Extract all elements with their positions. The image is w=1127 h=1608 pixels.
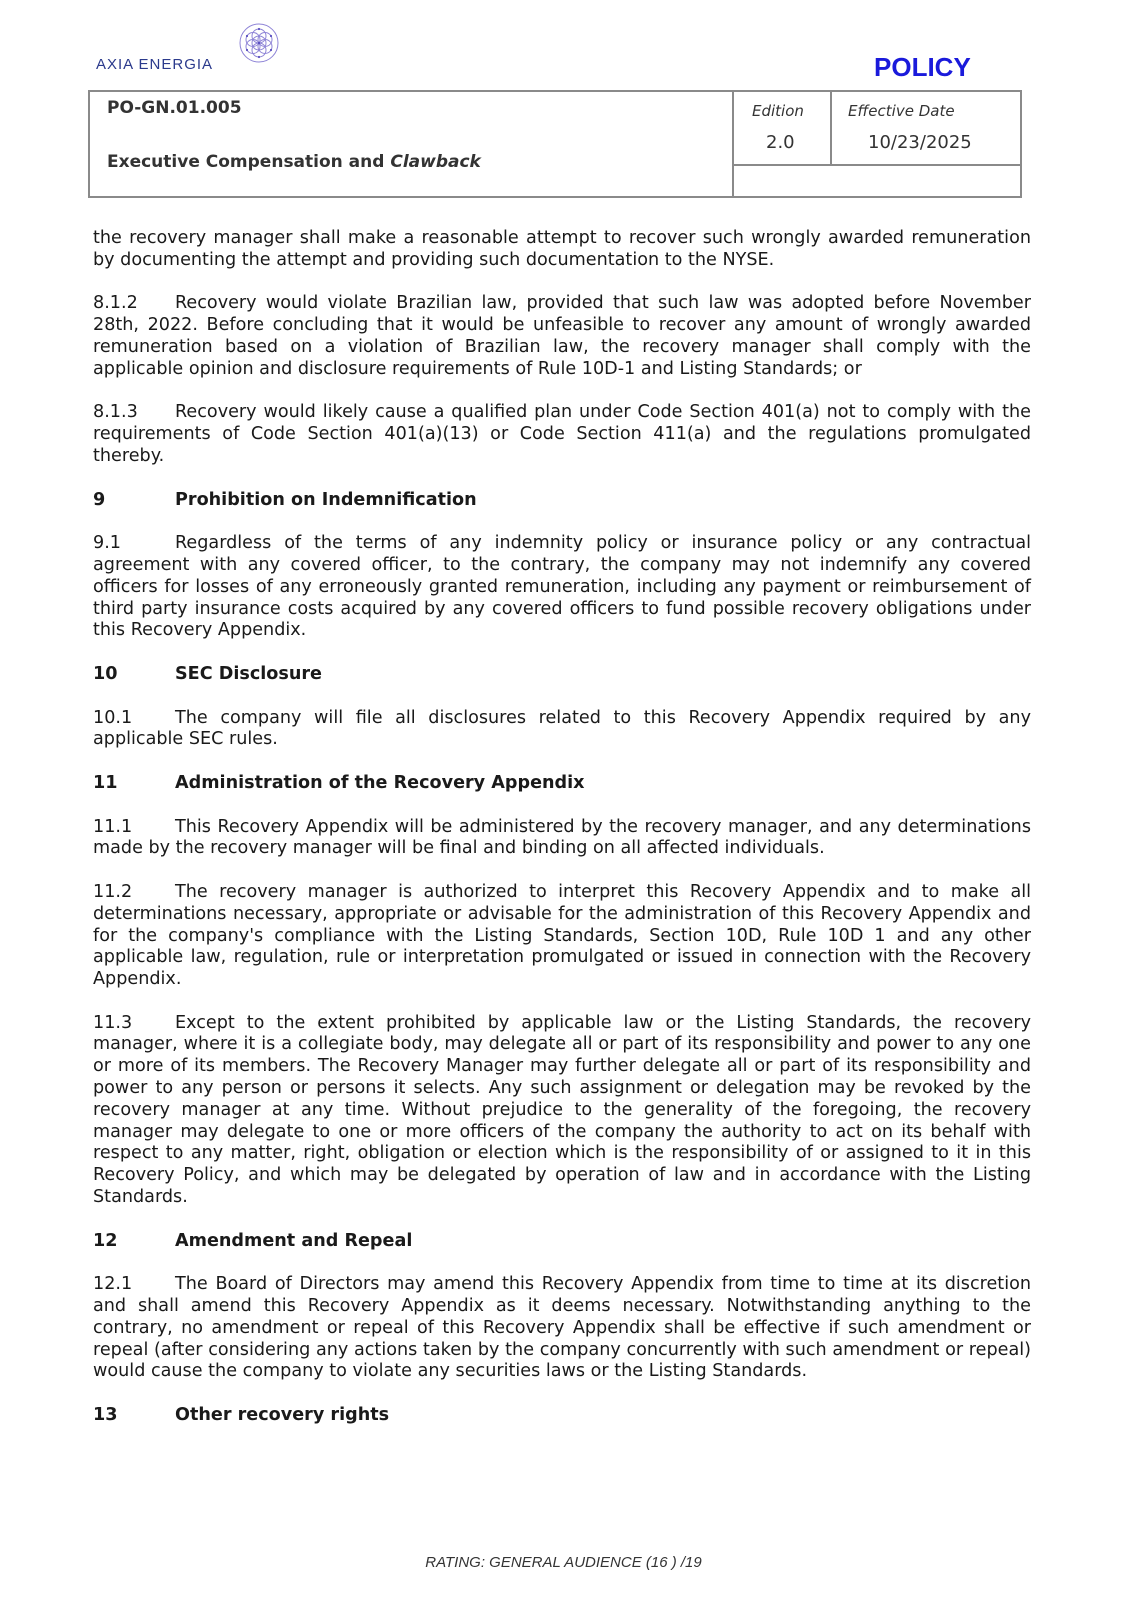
paragraph-11-1 bbox=[93, 817, 1031, 861]
section-heading-11 bbox=[93, 773, 1031, 795]
document-body bbox=[93, 228, 1031, 1449]
paragraph-text: Except to the extent prohibited by applicable law or the Listing Standards, the recovery manager, where it is a collegiate body, may delegate all or part of its responsibility and power to any one or more of its members. The Recovery Manager may further delegate all or part of its responsibility and power to any person or persons it selects. Any such assignment or delegation may be revoked by the recovery manager at any time. Without prejudice to the generality of the foregoing, the recovery manager may delegate to one or more officers of the company the authority to act on its behalf with respect to any matter, right, obligation or election which is the responsibility of or assigned to it in this Recovery Policy, and which may be delegated by operation of law and in accordance with the Listing Standards. bbox=[93, 1012, 1031, 1208]
document-type: POLICY bbox=[874, 52, 971, 82]
header-title-cell bbox=[90, 92, 734, 196]
paragraph-text: The Board of Directors may amend this Recovery Appendix from time to time at its discretion and shall amend this Recovery Appendix as it deems necessary. Notwithstanding anything to the contrary, no amendment or repeal of this Recovery Appendix shall be effective if such amendment or repeal (after considering any actions taken by the company concurrently with such amendment or repeal) would cause the company to violate any securities laws or the Listing Standards. bbox=[93, 1274, 1031, 1382]
section-number: 13 bbox=[93, 1405, 118, 1426]
paragraph-number: 8.1.3 bbox=[93, 402, 138, 423]
edition-value: 2.0 bbox=[766, 132, 795, 153]
paragraph-9-1 bbox=[93, 533, 1031, 642]
paragraph-text: The company will file all disclosures related to this Recovery Appendix required by any applicable SEC rules. bbox=[93, 707, 1031, 750]
section-heading-12 bbox=[93, 1231, 1031, 1253]
edition-label: Edition bbox=[752, 102, 804, 120]
paragraph-text: The recovery manager is authorized to interpret this Recovery Appendix and to make all determinations necessary, appropriate or advisable for the administration of this Recovery Appendix and for the company's compliance with the Listing Standards, Section 10D, Rule 10D 1 and any other applicable law, regulation, rule or interpretation promulgated or issued in connection with the Recovery Appendix. bbox=[93, 881, 1031, 990]
paragraph-number: 9.1 bbox=[93, 533, 121, 554]
section-number: 9 bbox=[93, 489, 106, 510]
paragraph-11-3 bbox=[93, 1013, 1031, 1209]
document-title-emphasis: Clawback bbox=[390, 152, 481, 172]
document-title bbox=[107, 152, 481, 172]
paragraph-number: 12.1 bbox=[93, 1274, 133, 1295]
effective-date-cell bbox=[832, 92, 1020, 166]
section-title: SEC Disclosure bbox=[175, 663, 322, 684]
edition-cell bbox=[734, 92, 832, 166]
section-title: Amendment and Repeal bbox=[175, 1230, 413, 1251]
paragraph-12-1 bbox=[93, 1274, 1031, 1383]
effective-date-value: 10/23/2025 bbox=[868, 132, 972, 153]
flower-of-life-icon bbox=[238, 22, 280, 64]
document-code: PO-GN.01.005 bbox=[107, 98, 242, 118]
paragraph-number: 8.1.2 bbox=[93, 293, 138, 314]
paragraph-number: 11.1 bbox=[93, 816, 133, 837]
section-heading-9 bbox=[93, 490, 1031, 512]
section-number: 10 bbox=[93, 663, 118, 684]
section-number: 11 bbox=[93, 772, 118, 793]
paragraph-text: This Recovery Appendix will be administered by the recovery manager, and any determinations made by the recovery manager will be final and binding on all affected individuals. bbox=[93, 816, 1031, 859]
paragraph-number: 11.2 bbox=[93, 881, 133, 902]
paragraph-8-1-3 bbox=[93, 402, 1031, 467]
paragraph-text: Regardless of the terms of any indemnity policy or insurance policy or any contractual agreement with any covered officer, to the contrary, the company may not indemnify any covered officers for losses of any erroneously granted remuneration, including any payment or reimbursement of third party insurance costs acquired by any covered officers to fund possible recovery obligations under this Recovery Appendix. bbox=[93, 533, 1031, 641]
paragraph-text: Recovery would likely cause a qualified plan under Code Section 401(a) not to comply with the requirements of Code Section 401(a)(13) or Code Section 411(a) and the regulations promulgated thereby. bbox=[93, 402, 1031, 466]
section-number: 12 bbox=[93, 1230, 118, 1251]
paragraph-8-1-2 bbox=[93, 293, 1031, 380]
paragraph-11-2 bbox=[93, 882, 1031, 991]
section-title: Prohibition on Indemnification bbox=[175, 489, 477, 510]
paragraph-number: 10.1 bbox=[93, 707, 133, 728]
section-title: Other recovery rights bbox=[175, 1405, 390, 1426]
page-footer: RATING: GENERAL AUDIENCE (16 ) /19 bbox=[425, 1554, 702, 1571]
section-heading-13 bbox=[93, 1405, 1031, 1427]
paragraph-text: Recovery would violate Brazilian law, provided that such law was adopted before November 28th, 2022. Before concluding that it would be unfeasible to recover any amount of wrongly awarded remuneration based on a violation of Brazilian law, the recovery manager shall comply with the applicable opinion and disclosure requirements of Rule 10D-1 and Listing Standards; or bbox=[93, 293, 1031, 379]
paragraph-10-1 bbox=[93, 708, 1031, 752]
paragraph-intro: the recovery manager shall make a reasonable attempt to recover such wrongly awarded remuneration by documenting the attempt and providing such documentation to the NYSE. bbox=[93, 228, 1031, 270]
document-header-table bbox=[88, 90, 1022, 198]
effective-date-label: Effective Date bbox=[848, 102, 955, 120]
paragraph-number: 11.3 bbox=[93, 1012, 133, 1033]
document-title-main: Executive Compensation and bbox=[107, 152, 385, 172]
company-name: AXIA ENERGIA bbox=[96, 56, 214, 73]
section-heading-10 bbox=[93, 664, 1031, 686]
section-title: Administration of the Recovery Appendix bbox=[175, 772, 585, 793]
